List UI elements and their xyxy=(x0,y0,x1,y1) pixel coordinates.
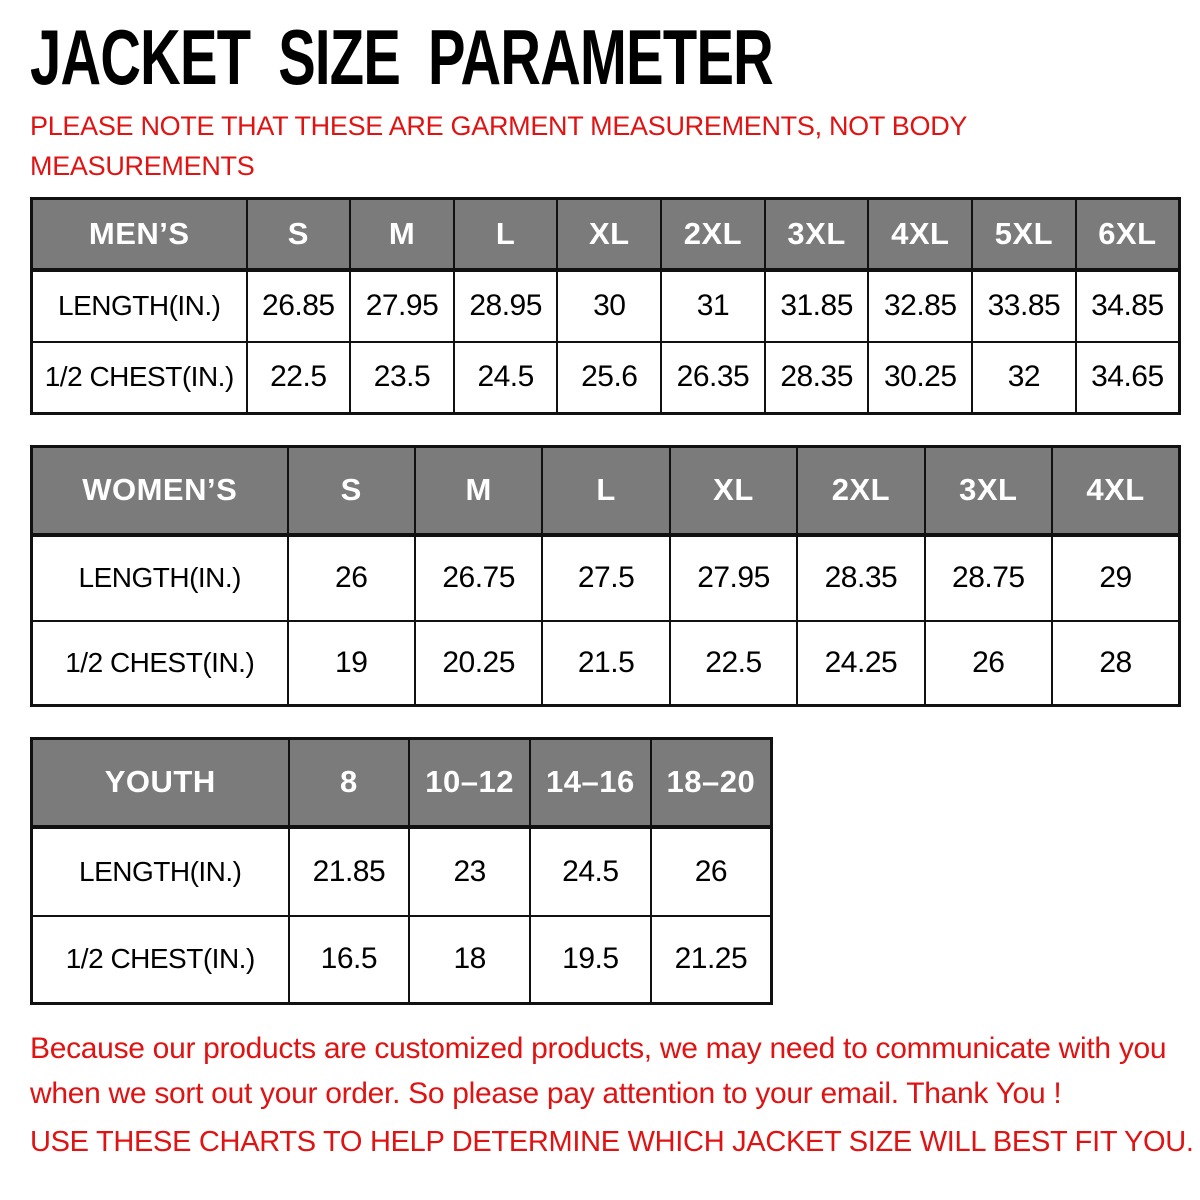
womens-size-header-cell: 2XL xyxy=(797,447,924,535)
mens-size-header-cell: 3XL xyxy=(765,199,869,270)
value-cell: 30.25 xyxy=(868,342,972,414)
value-cell: 19.5 xyxy=(530,916,651,1004)
value-cell: 21.5 xyxy=(542,621,669,706)
mens-size-header-cell: 5XL xyxy=(972,199,1076,270)
value-cell: 28.75 xyxy=(925,535,1052,621)
value-cell: 26.85 xyxy=(247,270,351,342)
value-cell: 32.85 xyxy=(868,270,972,342)
womens-table-row xyxy=(32,535,1180,621)
value-cell: 22.5 xyxy=(247,342,351,414)
note-line-2: MEASUREMENTS xyxy=(30,151,255,181)
row-label-cell: 1/2 CHEST(IN.) xyxy=(32,916,289,1004)
value-cell: 18 xyxy=(409,916,530,1004)
row-label-cell: LENGTH(IN.) xyxy=(32,270,247,342)
mens-size-header-cell: L xyxy=(454,199,558,270)
mens-size-header-cell: S xyxy=(247,199,351,270)
value-cell: 30 xyxy=(557,270,661,342)
womens-table-row xyxy=(32,621,1180,706)
value-cell: 26 xyxy=(925,621,1052,706)
value-cell: 21.85 xyxy=(289,827,410,916)
row-label-cell: 1/2 CHEST(IN.) xyxy=(32,621,288,706)
womens-size-header-cell: 3XL xyxy=(925,447,1052,535)
value-cell: 28.35 xyxy=(797,535,924,621)
mens-table-title-cell: MEN’S xyxy=(32,199,247,270)
mens-size-table xyxy=(30,197,1181,415)
mens-size-header-cell: 4XL xyxy=(868,199,972,270)
value-cell: 34.85 xyxy=(1076,270,1180,342)
value-cell: 32 xyxy=(972,342,1076,414)
note-line-1: PLEASE NOTE THAT THESE ARE GARMENT MEASUREMENTS, NOT BODY xyxy=(30,111,968,141)
value-cell: 33.85 xyxy=(972,270,1076,342)
value-cell: 31.85 xyxy=(765,270,869,342)
youth-table-row xyxy=(32,827,772,916)
mens-table-row xyxy=(32,342,1180,414)
womens-size-header-cell: M xyxy=(415,447,542,535)
youth-table-grid xyxy=(30,737,773,1005)
value-cell: 27.95 xyxy=(670,535,797,621)
youth-size-header-cell: 18–20 xyxy=(651,739,772,827)
value-cell: 27.5 xyxy=(542,535,669,621)
page-title: JACKET SIZE PARAMETER xyxy=(30,13,774,101)
value-cell: 26.35 xyxy=(661,342,765,414)
mens-size-header-cell: 6XL xyxy=(1076,199,1180,270)
value-cell: 24.25 xyxy=(797,621,924,706)
row-label-cell: LENGTH(IN.) xyxy=(32,535,288,621)
mens-size-header-cell: 2XL xyxy=(661,199,765,270)
value-cell: 23.5 xyxy=(350,342,454,414)
value-cell: 25.6 xyxy=(557,342,661,414)
row-label-cell: LENGTH(IN.) xyxy=(32,827,289,916)
value-cell: 24.5 xyxy=(530,827,651,916)
value-cell: 19 xyxy=(288,621,415,706)
mens-table-row xyxy=(32,270,1180,342)
value-cell: 20.25 xyxy=(415,621,542,706)
value-cell: 27.95 xyxy=(350,270,454,342)
customized-products-note xyxy=(30,1026,1190,1116)
youth-size-header-cell: 8 xyxy=(289,739,410,827)
value-cell: 22.5 xyxy=(670,621,797,706)
value-cell: 34.65 xyxy=(1076,342,1180,414)
womens-table-grid xyxy=(30,445,1181,707)
value-cell: 28 xyxy=(1052,621,1179,706)
value-cell: 31 xyxy=(661,270,765,342)
youth-table-title-cell: YOUTH xyxy=(32,739,289,827)
garment-measurement-note xyxy=(30,106,967,186)
value-cell: 28.95 xyxy=(454,270,558,342)
value-cell: 16.5 xyxy=(289,916,410,1004)
mens-table-grid xyxy=(30,197,1181,415)
value-cell: 21.25 xyxy=(651,916,772,1004)
womens-size-header-cell: S xyxy=(288,447,415,535)
value-cell: 23 xyxy=(409,827,530,916)
youth-size-header-cell: 14–16 xyxy=(530,739,651,827)
youth-size-table xyxy=(30,737,773,1005)
mens-size-header-cell: M xyxy=(350,199,454,270)
row-label-cell: 1/2 CHEST(IN.) xyxy=(32,342,247,414)
value-cell: 26 xyxy=(288,535,415,621)
use-charts-note: USE THESE CHARTS TO HELP DETERMINE WHICH JACKET SIZE WILL BEST FIT YOU. xyxy=(30,1126,1194,1158)
youth-table-row xyxy=(32,916,772,1004)
womens-table-title-cell: WOMEN’S xyxy=(32,447,288,535)
footer-line-2: when we sort out your order. So please pay attention to your email. Thank You ! xyxy=(30,1077,1062,1110)
value-cell: 29 xyxy=(1052,535,1179,621)
womens-size-table xyxy=(30,445,1181,707)
mens-size-header-cell: XL xyxy=(557,199,661,270)
value-cell: 26.75 xyxy=(415,535,542,621)
womens-size-header-cell: XL xyxy=(670,447,797,535)
womens-size-header-cell: L xyxy=(542,447,669,535)
value-cell: 28.35 xyxy=(765,342,869,414)
youth-size-header-cell: 10–12 xyxy=(409,739,530,827)
value-cell: 26 xyxy=(651,827,772,916)
value-cell: 24.5 xyxy=(454,342,558,414)
womens-size-header-cell: 4XL xyxy=(1052,447,1179,535)
footer-line-1: Because our products are customized products, we may need to communicate with you xyxy=(30,1032,1167,1065)
